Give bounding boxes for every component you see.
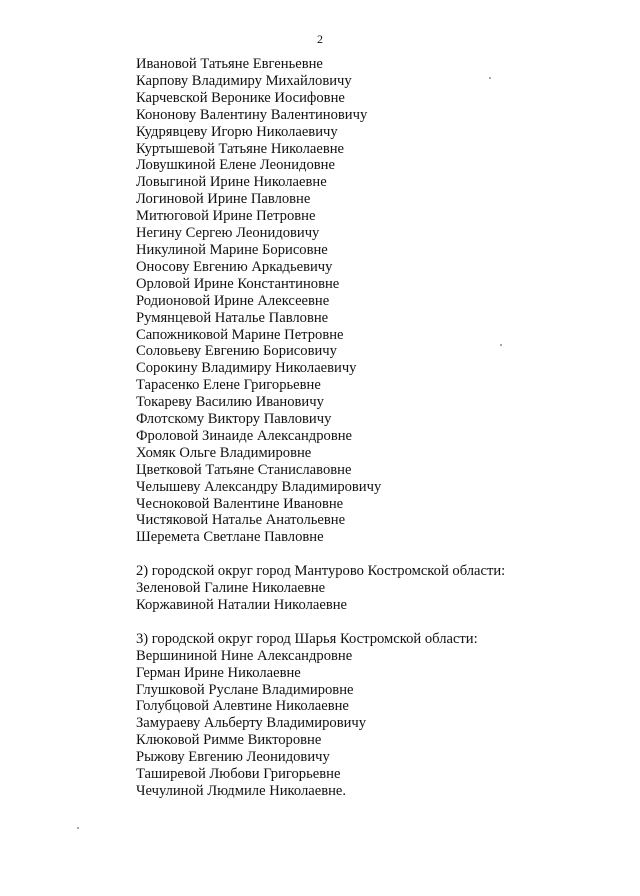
list-item: Карчевской Веронике Иосифовне xyxy=(136,89,345,106)
list-item: Соловьеву Евгению Борисовичу xyxy=(136,343,337,360)
section-heading: 2) городской округ город Мантурово Костромской области: xyxy=(136,563,506,580)
section-2 xyxy=(136,563,505,614)
list-item: Хомяк Ольге Владимировне xyxy=(136,444,312,461)
list-item: Глушковой Руслане Владимировне xyxy=(136,681,354,698)
list-item: Зеленовой Галине Николаевне xyxy=(136,580,326,597)
list-item: Кудрявцеву Игорю Николаевичу xyxy=(136,123,338,140)
list-item: Митюговой Ирине Петровне xyxy=(136,208,316,225)
scan-speck xyxy=(77,827,79,829)
list-item: Ивановой Татьяне Евгеньевне xyxy=(136,56,323,72)
list-item: Герман Ирине Николаевне xyxy=(136,664,301,681)
list-item: Токареву Василию Ивановичу xyxy=(136,394,324,411)
name-list-section-2 xyxy=(136,580,505,614)
list-item: Голубцовой Алевтине Николаевне xyxy=(136,698,349,715)
list-item: Логиновой Ирине Павловне xyxy=(136,191,311,208)
list-item: Чесноковой Валентине Ивановне xyxy=(136,495,344,512)
list-item: Замураеву Альберту Владимировичу xyxy=(136,715,367,732)
page-number: 2 xyxy=(317,32,323,46)
section-heading: 3) городской округ город Шарья Костромской области: xyxy=(136,630,478,647)
list-item: Никулиной Марине Борисовне xyxy=(136,241,328,258)
list-item: Негину Сергею Леонидовичу xyxy=(136,225,320,242)
list-item: Сапожниковой Марине Петровне xyxy=(136,326,344,343)
list-item: Флотскому Виктору Павловичу xyxy=(136,411,332,428)
list-item: Рыжову Евгению Леонидовичу xyxy=(136,749,330,766)
name-list-section-3 xyxy=(136,648,505,800)
list-item: Родионовой Ирине Алексеевне xyxy=(136,292,330,309)
list-item: Оносову Евгению Аркадьевичу xyxy=(136,258,333,275)
scan-speck xyxy=(500,344,502,346)
list-item: Тарасенко Елене Григорьевне xyxy=(136,377,321,394)
list-item: Сорокину Владимиру Николаевичу xyxy=(136,360,357,377)
list-item: Фроловой Зинаиде Александровне xyxy=(136,427,352,444)
list-item: Карпову Владимиру Михайловичу xyxy=(136,72,352,89)
list-item: Орловой Ирине Константиновне xyxy=(136,275,340,292)
list-item: Румянцевой Наталье Павловне xyxy=(136,309,329,326)
list-item: Чечулиной Людмиле Николаевне. xyxy=(136,782,347,799)
scan-speck xyxy=(489,77,491,79)
list-item: Кононову Валентину Валентиновичу xyxy=(136,106,368,123)
list-item: Шеремета Светлане Павловне xyxy=(136,529,324,546)
list-item: Челышеву Александру Владимировичу xyxy=(136,478,382,495)
list-item: Вершининой Нине Александровне xyxy=(136,647,353,664)
list-item: Ловыгиной Ирине Николаевне xyxy=(136,174,327,191)
list-item: Таширевой Любови Григорьевне xyxy=(136,766,341,783)
list-item: Цветковой Татьяне Станиславовне xyxy=(136,461,352,478)
section-3 xyxy=(136,631,505,800)
list-item: Клюковой Римме Викторовне xyxy=(136,732,322,749)
list-item: Коржавиной Наталии Николаевне xyxy=(136,596,347,613)
list-item: Куртышевой Татьяне Николаевне xyxy=(136,140,345,157)
list-item: Ловушкиной Елене Леонидовне xyxy=(136,157,335,174)
list-item: Чистяковой Наталье Анатольевне xyxy=(136,512,346,529)
document-body xyxy=(136,56,505,800)
name-list-section-1 xyxy=(136,56,505,546)
